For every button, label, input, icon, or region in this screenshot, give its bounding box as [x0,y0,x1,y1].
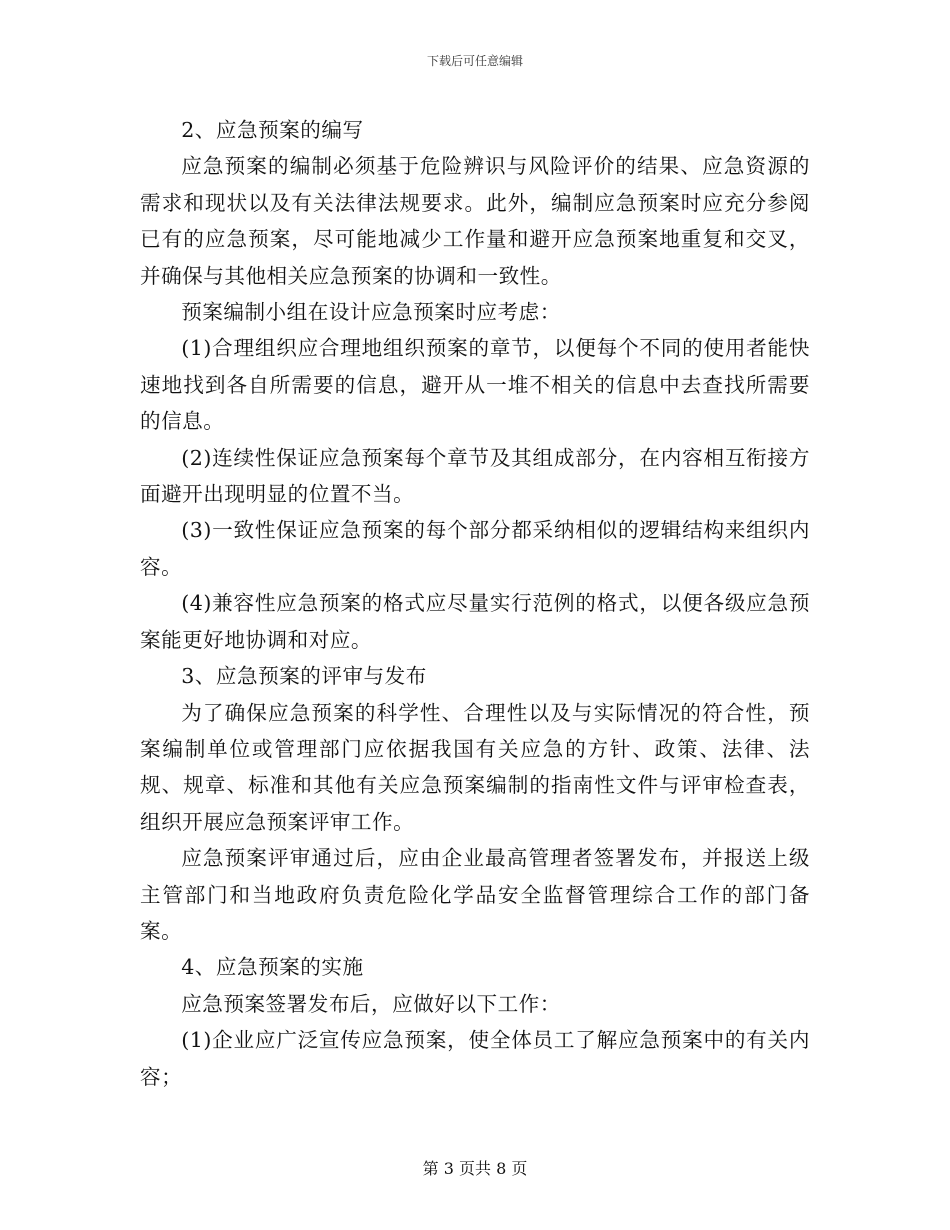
list-item: (2)连续性保证应急预案每个章节及其组成部分，在内容相互衔接方面避开出现明显的位置不当。 [140,445,810,507]
paragraph: 应急预案评审通过后，应由企业最高管理者签署发布，并报送上级主管部门和当地政府负责危险化学品安全监督管理综合工作的部门备案。 [140,846,810,943]
list-item: (1)合理组织应合理地组织预案的章节，以便每个不同的使用者能快速地找到各自所需要的信息，避开从一堆不相关的信息中去查找所需要的信息。 [140,336,810,434]
paragraph: 预案编制小组在设计应急预案时应考虑： [181,300,561,325]
section-heading: 2、应急预案的编写 [181,118,364,142]
paragraph: 应急预案签署发布后，应做好以下工作： [181,991,561,1016]
paragraph: 为了确保应急预案的科学性、合理性以及与实际情况的符合性，预案编制单位或管理部门应依据我国有关应急的方针、政策、法律、法规、规章、标准和其他有关应急预案编制的指南性文件与评审检查表，组织开展应急预案评审工作。 [140,700,810,834]
list-item: (1)企业应广泛宣传应急预案，使全体员工了解应急预案中的有关内容； [140,1028,810,1089]
section-heading: 3、应急预案的评审与发布 [181,664,427,689]
list-item: (4)兼容性应急预案的格式应尽量实行范例的格式，以便各级应急预案能更好地协调和对应。 [140,591,810,652]
list-item: (3)一致性保证应急预案的每个部分都采纳相似的逻辑结构来组织内容。 [140,518,810,579]
page-footer: 第 3 页共 8 页 [422,1159,528,1178]
paragraph: 应急预案的编制必须基于危险辨识与风险评价的结果、应急资源的需求和现状以及有关法律法规要求。此外，编制应急预案时应充分参阅已有的应急预案，尽可能地减少工作量和避开应急预案地重复和交叉，并确保与其他相关应急预案的协调和一致性。 [140,154,810,288]
section-heading: 4、应急预案的实施 [181,955,364,980]
document-body [140,112,810,1095]
page-header: 下载后可任意编辑 [426,54,523,68]
